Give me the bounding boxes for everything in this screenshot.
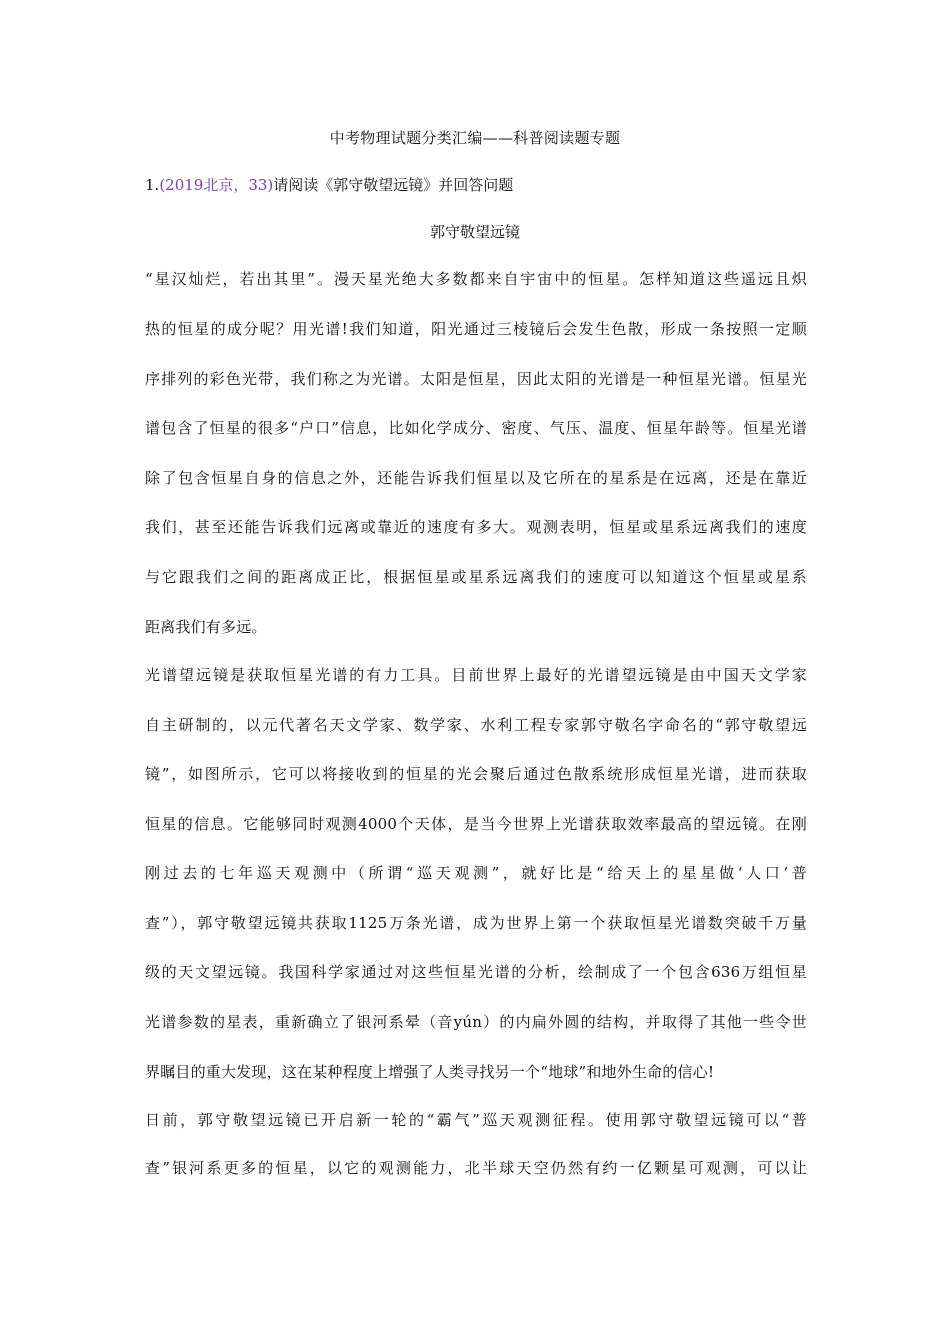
paragraph-line: 热的恒星的成分呢？用光谱!我们知道，阳光通过三棱镜后会发生色散，形成一条按照一定顺 xyxy=(145,320,807,338)
paragraph-line: 与它跟我们之间的距离成正比，根据恒星或星系远离我们的速度可以知道这个恒星或星系 xyxy=(145,568,807,586)
document-title: 中考物理试题分类汇编——科普阅读题专题 xyxy=(329,129,621,147)
paragraph-line: “星汉灿烂，若出其里”。漫天星光绝大多数都来自宇宙中的恒星。怎样知道这些遥远且炽 xyxy=(145,270,807,288)
paragraph-line: 自主研制的，以元代著名天文学家、数学家、水利工程专家郭守敬名字命名的“郭守敬望远 xyxy=(145,716,807,734)
paragraph-line: 光谱参数的星表，重新确立了银河系晕（音yún）的内扁外圆的结构，并取得了其他一些令世 xyxy=(145,1013,807,1031)
paragraph-line: 恒星的信息。它能够同时观测4000个天体，是当今世界上光谱获取效率最高的望远镜。在刚 xyxy=(145,815,807,833)
paragraph-line: 级的天文望远镜。我国科学家通过对这些恒星光谱的分析，绘制成了一个包含636万组恒星 xyxy=(145,963,807,981)
paragraph-line: 查”银河系更多的恒星，以它的观测能力，北半球天空仍然有约一亿颗星可观测，可以让 xyxy=(145,1159,807,1177)
paragraph-line: 序排列的彩色光带，我们称之为光谱。太阳是恒星，因此太阳的光谱是一种恒星光谱。恒星光 xyxy=(145,370,807,388)
paragraph-line: 刚过去的七年巡天观测中（所谓“巡天观测”，就好比是“给天上的星星做‘人口’普 xyxy=(145,864,807,882)
question-header xyxy=(145,174,513,195)
paragraph-line: 我们，甚至还能告诉我们远离或靠近的速度有多大。观测表明，恒星或星系远离我们的速度 xyxy=(145,518,807,536)
paragraph-line: 距离我们有多远。 xyxy=(145,618,267,636)
article-title: 郭守敬望远镜 xyxy=(429,223,520,241)
paragraph-line: 谱包含了恒星的很多“户口”信息，比如化学成分、密度、气压、温度、恒星年龄等。恒星光谱 xyxy=(145,419,807,437)
paragraph-line: 界瞩目的重大发现，这在某种程度上增强了人类寻找另一个“地球”和地外生命的信心! xyxy=(145,1063,715,1081)
paragraph-line: 镜”，如图所示，它可以将接收到的恒星的光会聚后通过色散系统形成恒星光谱，进而获取 xyxy=(145,765,807,783)
paragraph-line: 查”），郭守敬望远镜共获取1125万条光谱，成为世界上第一个获取恒星光谱数突破千万量 xyxy=(145,914,807,932)
paragraph-line: 光谱望远镜是获取恒星光谱的有力工具。目前世界上最好的光谱望远镜是由中国天文学家 xyxy=(145,666,807,684)
paragraph-line: 除了包含恒星自身的信息之外，还能告诉我们恒星以及它所在的星系是在远离，还是在靠近 xyxy=(145,469,807,487)
question-number: 1. xyxy=(145,176,160,194)
paragraph-line: 日前，郭守敬望远镜已开启新一轮的“霸气”巡天观测征程。使用郭守敬望远镜可以“普 xyxy=(145,1111,807,1129)
question-source: (2019北京，33) xyxy=(159,176,274,194)
question-prompt: 请阅读《郭守敬望远镜》并回答问题 xyxy=(273,176,514,194)
